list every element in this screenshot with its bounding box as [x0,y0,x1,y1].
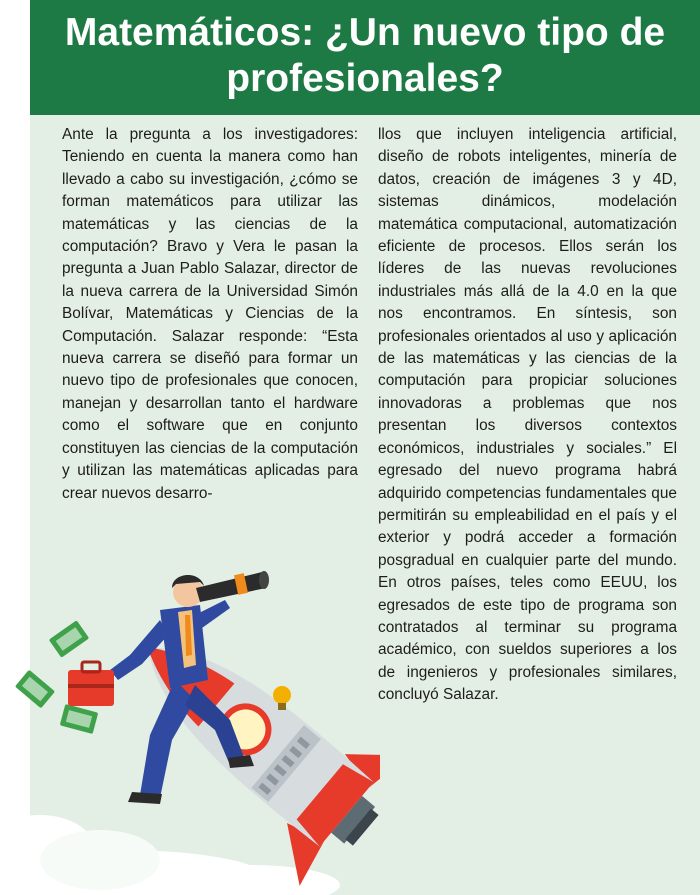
article-paragraph-right: llos que incluyen inteligencia artificial, diseño de robots inteligentes, minería de datos, creación de imágenes 3 y 4D, sistemas dinámicos, modelación matemática computacional, automatización eficiente de procesos. Ellos serán los líderes de las nuevas revoluciones industriales más allá de la 4.0 en la que nos encontramos. En síntesis, son profesionales orientados al uso y aplicación de las matemáticas y las ciencias de la computación para propiciar soluciones innovadoras a problemas que nos presentan los diversos contextos económicos, industriales y sociales.” El egresado del nuevo programa habrá adquirido competencias fundamentales que permitirán su empleabilidad en el país y el exterior y podrá acceder a formación posgradual en cualquier parte del mundo. En otros países, teles como EEUU, los egresados de este tipo de programa son contratados al terminar su programa académico, con sueldos superiores a los de ingenieros y profesionales similares, concluyó Salazar. [378,126,677,704]
article-column-left [62,124,358,505]
rocket-businessman-illustration [0,560,380,895]
article-column-right [378,124,677,707]
telescope-icon [196,571,269,602]
page-title: Matemáticos: ¿Un nuevo tipo de profesionales? [64,11,666,100]
article-paragraph-left: Ante la pregunta a los investigadores: Teniendo en cuenta la manera como han llevado a cabo su investigación, ¿cómo se forman matemáticos para utilizar las matemáticas y las ciencias de la computación? Bravo y Vera le pasan la pregunta a Juan Pablo Salazar, director de la nueva carrera de la Universidad Simón Bolívar, Matemáticas y Ciencias de la Computación. Salazar responde: “Esta nueva carrera se diseñó para formar un nuevo tipo de profesionales que conocen, manejan y desarrollan tanto el hardware como el software que en conjunto constituyen las ciencias de la computación y utilizan las matemáticas aplicadas para crear nuevos desarro- [62,126,358,502]
briefcase-icon [68,662,114,706]
